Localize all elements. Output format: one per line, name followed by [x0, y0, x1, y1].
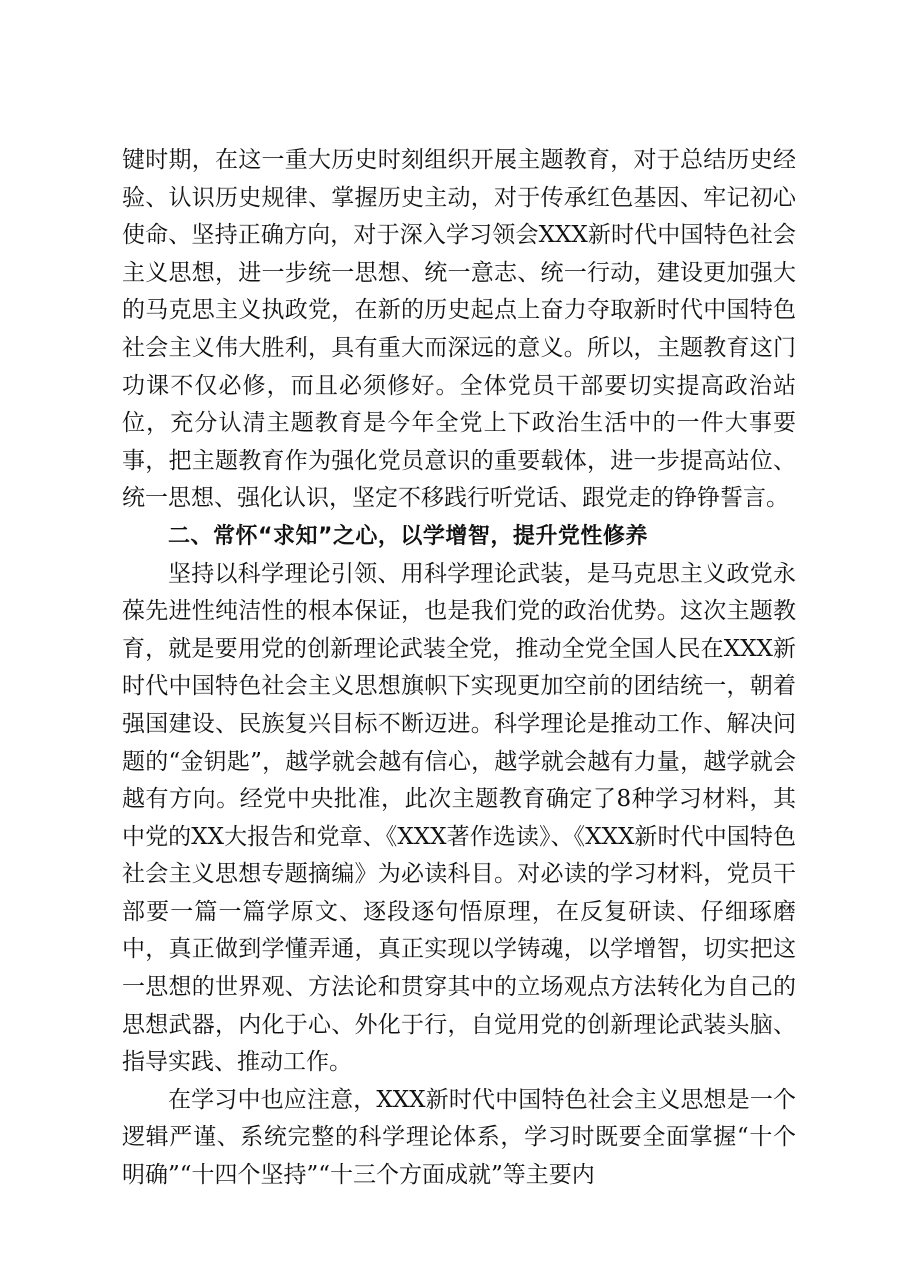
section-heading: 二、常怀“求知”之心，以学增智，提升党性修养	[168, 523, 648, 549]
body-paragraph-3: 在学习中也应注意，XXX新时代中国特色社会主义思想是一个逻辑严谨、系统完整的科学理论体系，学习时既要全面掌握“十个明确”“十四个坚持”“十三个方面成就”等主要内	[122, 1086, 796, 1189]
body-paragraph-1: 键时期，在这一重大历史时刻组织开展主题教育，对于总结历史经验、认识历史规律、掌握历史主动，对于传承红色基因、牢记初心使命、坚持正确方向，对于深入学习领会XXX新时代中国特色社会主义思想，进一步统一思想、统一意志、统一行动，建设更加强大的马克思主义执政党，在新的历史起点上奋力夺取新时代中国特色社会主义伟大胜利，具有重大而深远的意义。所以，主题教育这门功课不仅必修，而且必须修好。全体党员干部要切实提高政治站位，充分认清主题教育是今年全党上下政治生活中的一件大事要事，把主题教育作为强化党员意识的重要载体，进一步提高站位、统一思想、强化认识，坚定不移践行听党话、跟党走的铮铮誓言。	[122, 147, 796, 512]
document-page	[122, 142, 796, 1195]
body-paragraph-2: 坚持以科学理论引领、用科学理论武装，是马克思主义政党永葆先进性纯洁性的根本保证，也是我们党的政治优势。这次主题教育，就是要用党的创新理论武装全党，推动全党全国人民在XXX新时代中国特色社会主义思想旗帜下实现更加空前的团结统一，朝着强国建设、民族复兴目标不断迈进。科学理论是推动工作、解决问题的“金钥匙”，越学就会越有信心，越学就会越有力量，越学就会越有方向。经党中央批准，此次主题教育确定了8种学习材料，其中党的XX大报告和党章、《XXX著作选读》、《XXX新时代中国特色社会主义思想专题摘编》为必读科目。对必读的学习材料，党员干部要一篇一篇学原文、逐段逐句悟原理，在反复研读、仔细琢磨中，真正做到学懂弄通，真正实现以学铸魂，以学增智，切实把这一思想的世界观、方法论和贯穿其中的立场观点方法转化为自己的思想武器，内化于心、外化于行，自觉用党的创新理论武装头脑、指导实践、推动工作。	[122, 560, 796, 1076]
